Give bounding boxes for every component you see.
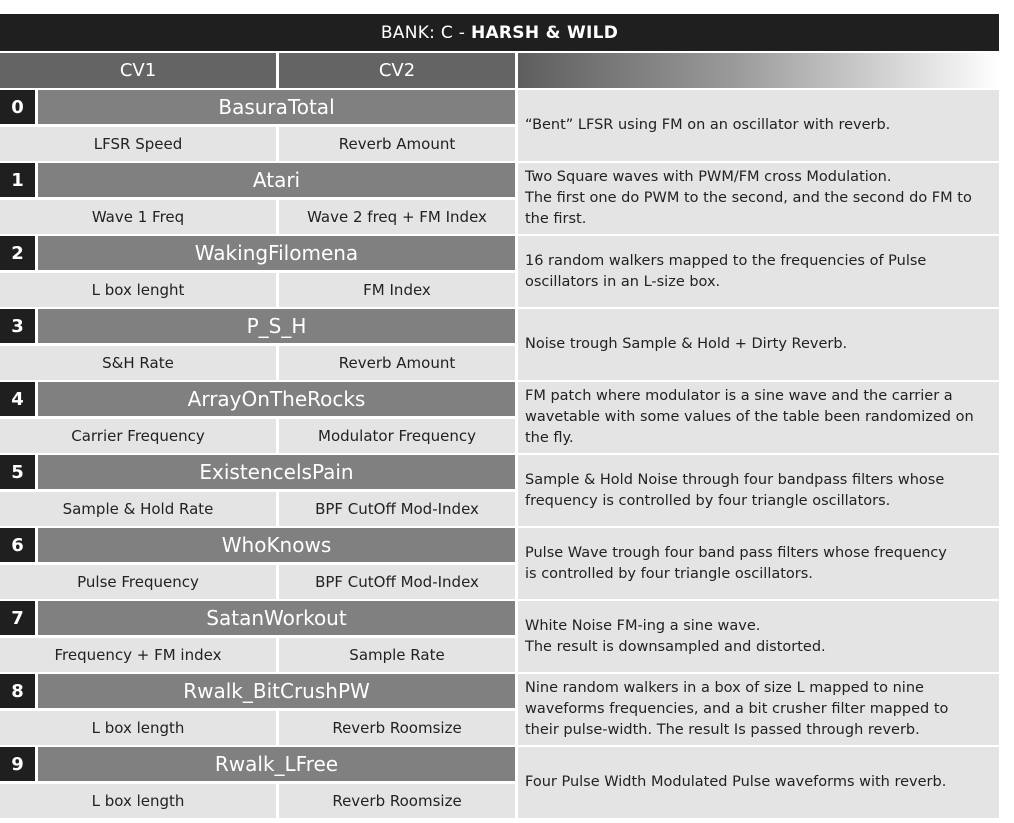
program-row [0, 90, 999, 161]
cv1-parameter: Frequency + FM index [0, 638, 276, 672]
program-name: WhoKnows [38, 528, 515, 562]
cv2-parameter: Reverb Amount [279, 127, 515, 161]
program-name: Rwalk_BitCrushPW [38, 674, 515, 708]
column-header-cv2: CV2 [279, 53, 515, 88]
program-description: 16 random walkers mapped to the frequencies of Pulse oscillators in an L-size box. [518, 236, 999, 307]
program-description: Two Square waves with PWM/FM cross Modulation. The first one do PWM to the second, and the second do FM to the first. [518, 163, 999, 234]
program-name: P_S_H [38, 309, 515, 343]
cv1-parameter: Carrier Frequency [0, 419, 276, 453]
program-row [0, 382, 999, 453]
program-description: White Noise FM-ing a sine wave. The result is downsampled and distorted. [518, 601, 999, 672]
cv1-parameter: LFSR Speed [0, 127, 276, 161]
cv1-parameter: S&H Rate [0, 346, 276, 380]
program-row [0, 236, 999, 307]
program-name: WakingFilomena [38, 236, 515, 270]
cv2-parameter: Modulator Frequency [279, 419, 515, 453]
program-row [0, 455, 999, 526]
column-header-cv1: CV1 [0, 53, 276, 88]
cv1-parameter: L box length [0, 711, 276, 745]
program-name: Rwalk_LFree [38, 747, 515, 781]
program-number: 0 [0, 90, 35, 124]
cv2-parameter: Reverb Roomsize [279, 784, 515, 818]
bank-name: HARSH & WILD [470, 22, 619, 43]
program-row [0, 309, 999, 380]
cv2-parameter: FM Index [279, 273, 515, 307]
bank-title-bar [0, 14, 999, 51]
column-header-row [0, 53, 999, 88]
program-number: 2 [0, 236, 35, 270]
program-description: “Bent” LFSR using FM on an oscillator with reverb. [518, 90, 999, 161]
program-description: FM patch where modulator is a sine wave and the carrier a wavetable with some values of the table been randomized on the fly. [518, 382, 999, 453]
cv1-parameter: L box length [0, 784, 276, 818]
program-row [0, 601, 999, 672]
bank-prefix: BANK: C - [380, 22, 471, 43]
program-number: 9 [0, 747, 35, 781]
program-description: Pulse Wave trough four band pass filters whose frequency is controlled by four triangle oscillators. [518, 528, 999, 599]
program-name: Atari [38, 163, 515, 197]
cv1-parameter: Pulse Frequency [0, 565, 276, 599]
program-number: 8 [0, 674, 35, 708]
program-row [0, 747, 999, 818]
program-number: 5 [0, 455, 35, 489]
program-number: 4 [0, 382, 35, 416]
program-description: Sample & Hold Noise through four bandpass filters whose frequency is controlled by four triangle oscillators. [518, 455, 999, 526]
cv1-parameter: Wave 1 Freq [0, 200, 276, 234]
program-name: BasuraTotal [38, 90, 515, 124]
cv1-parameter: L box lenght [0, 273, 276, 307]
program-description: Four Pulse Width Modulated Pulse waveforms with reverb. [518, 747, 999, 818]
program-name: ArrayOnTheRocks [38, 382, 515, 416]
program-description: Nine random walkers in a box of size L mapped to nine waveforms frequencies, and a bit crusher filter mapped to their pulse-width. The result Is passed through reverb. [518, 674, 999, 745]
cv2-parameter: Reverb Amount [279, 346, 515, 380]
program-number: 6 [0, 528, 35, 562]
program-row [0, 163, 999, 234]
program-row [0, 528, 999, 599]
program-name: SatanWorkout [38, 601, 515, 635]
program-number: 7 [0, 601, 35, 635]
cv2-parameter: BPF CutOff Mod-Index [279, 565, 515, 599]
program-number: 3 [0, 309, 35, 343]
program-description: Noise trough Sample & Hold + Dirty Reverb. [518, 309, 999, 380]
program-number: 1 [0, 163, 35, 197]
cv1-parameter: Sample & Hold Rate [0, 492, 276, 526]
program-row [0, 674, 999, 745]
column-header-description [518, 53, 999, 88]
cv2-parameter: Reverb Roomsize [279, 711, 515, 745]
cv2-parameter: Wave 2 freq + FM Index [279, 200, 515, 234]
cv2-parameter: BPF CutOff Mod-Index [279, 492, 515, 526]
program-name: ExistencelsPain [38, 455, 515, 489]
cv2-parameter: Sample Rate [279, 638, 515, 672]
